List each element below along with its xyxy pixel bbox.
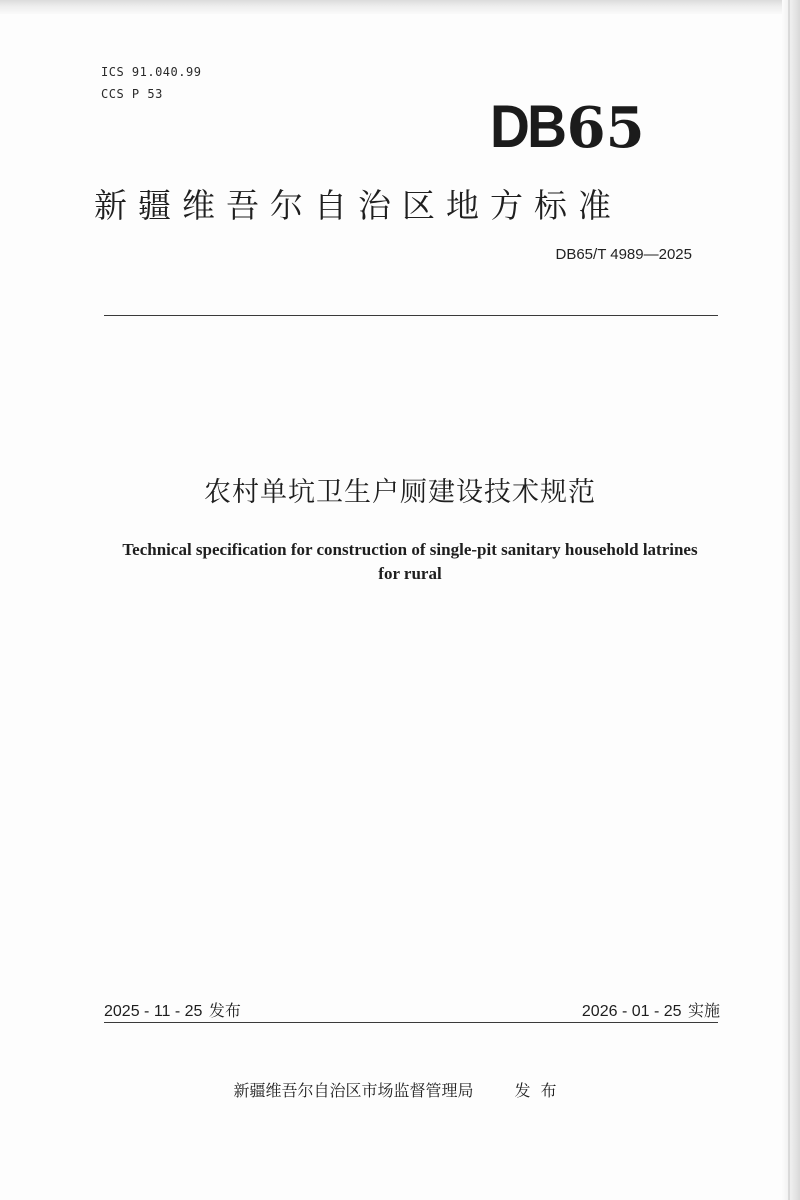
issue-date-value: 2025 - 11 - 25 [104, 1003, 203, 1020]
document-title-en-line2: for rural [378, 564, 442, 583]
header-divider [104, 315, 718, 316]
document-title-en-line1: Technical specification for construction of single-pit sanitary household latrines [122, 540, 698, 559]
db-logo-letters: DB [490, 93, 565, 160]
publisher-line [0, 1078, 800, 1101]
document-title-zh: 农村单坑卫生户厕建设技术规范 [204, 477, 596, 508]
ics-code: ICS 91.040.99 [101, 65, 202, 79]
standard-category-title: 新疆维吾尔自治区地方标准 [94, 186, 622, 225]
document-title-en [80, 538, 740, 586]
footer-divider [104, 1022, 718, 1023]
scan-edge-right [782, 0, 800, 1200]
implementation-date-value: 2026 - 01 - 25 [581, 1003, 682, 1020]
issue-date [104, 998, 241, 1021]
publisher-issue-word: 发布 [514, 1081, 567, 1100]
publisher-name: 新疆维吾尔自治区市场监督管理局 [233, 1081, 474, 1100]
scan-edge-line [788, 0, 790, 1200]
implementation-date-suffix: 实施 [687, 1001, 720, 1020]
standard-number: DB65/T 4989—2025 [555, 246, 692, 263]
implementation-date [582, 998, 720, 1021]
ccs-code: CCS P 53 [101, 87, 163, 101]
db-logo-number: 65 [566, 95, 645, 161]
issue-date-suffix: 发布 [208, 1001, 241, 1020]
db65-logo [490, 92, 645, 161]
scan-edge-top [0, 0, 800, 14]
